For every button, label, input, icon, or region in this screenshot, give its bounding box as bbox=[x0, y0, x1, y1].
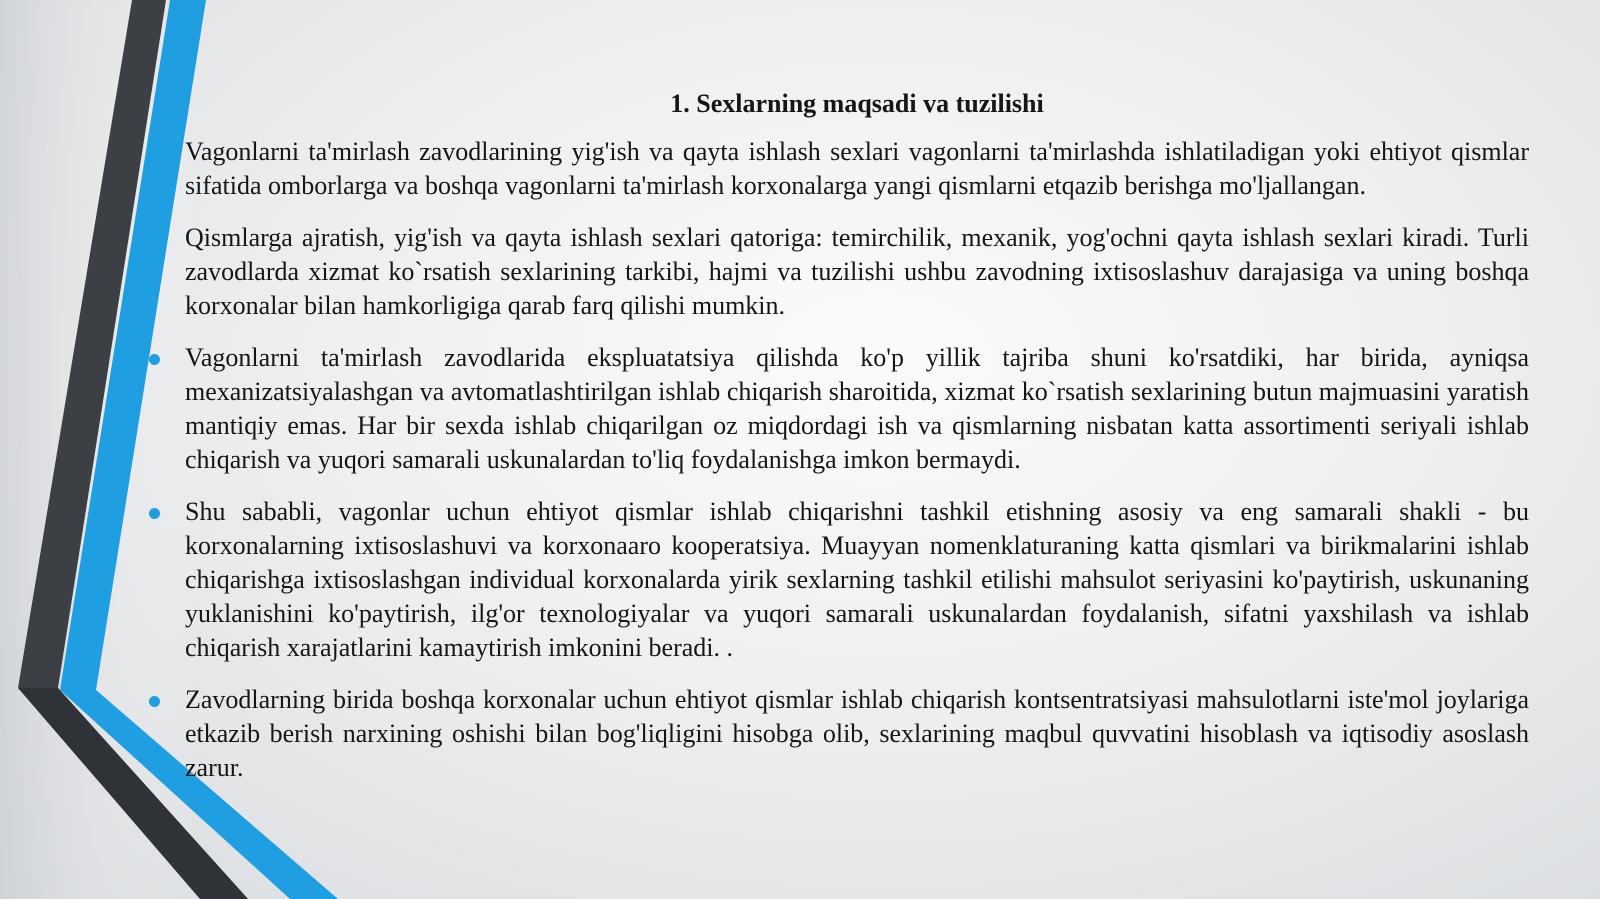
bullet-dot-icon bbox=[149, 354, 160, 365]
bullet-text-2: Qismlarga ajratish, yig'ish va qayta ishlash sexlari qatoriga: temirchilik, mexanik, yog'ochni qayta ishlash sexlari kiradi. Turli zavodlarda xizmat ko`rsatish sexlarining tarkibi, hajmi va tuzilishi ushbu zavodning ixtisoslashuv darajasiga va uning boshqa korxonalar bilan hamkorligiga qarab farq qilishi mumkin. bbox=[185, 223, 1529, 320]
slide-content bbox=[145, 88, 1529, 803]
bullet-item-1 bbox=[145, 135, 1529, 203]
bullet-item-2 bbox=[145, 221, 1529, 323]
bullet-item-5 bbox=[145, 683, 1529, 785]
bullet-item-3 bbox=[145, 341, 1529, 477]
bullet-list bbox=[145, 135, 1529, 785]
slide-title: 1. Sexlarning maqsadi va tuzilishi bbox=[670, 89, 1044, 118]
bullet-dot-icon bbox=[149, 696, 160, 707]
bullet-text-3: Vagonlarni ta'mirlash zavodlarida ekspluatatsiya qilishda ko'p yillik tajriba shuni ko'rsatdiki, har birida, ayniqsa mexanizatsiyalashgan va avtomatlashtirilgan ishlab chiqarish sharoitida, xizmat ko`rsatish sexlarining butun majmuasini yaratish mantiqiy emas. Har bir sexda ishlab chiqarilgan oz miqdordagi ish va qismlarning nisbatan katta assortimenti seriyali ishlab chiqarish va yuqori samarali uskunalardan to'liq foydalanishga imkon bermaydi. bbox=[185, 343, 1529, 474]
bullet-dot-icon bbox=[149, 234, 160, 245]
bullet-text-4: Shu sababli, vagonlar uchun ehtiyot qismlar ishlab chiqarishni tashkil etishning asosiy va eng samarali shakli - bu korxonalarning ixtisoslashuvi va korxonaaro kooperatsiya. Muayyan nomenklaturaning katta qismlari va birikmalarini ishlab chiqarishga ixtisoslashgan individual korxonalarda yirik sexlarning tashkil etilishi mahsulot seriyasini ko'paytirish, uskunaning yuklanishini ko'paytirish, ilg'or texnologiyalar va yuqori samarali uskunalardan foydalanish, sifatni yaxshilash va ishlab chiqarish xarajatlarini kamaytirish imkonini beradi. . bbox=[185, 497, 1529, 662]
bullet-text-1: Vagonlarni ta'mirlash zavodlarining yig'ish va qayta ishlash sexlari vagonlarni ta'mirlashda ishlatiladigan yoki ehtiyot qismlar sifatida omborlarga va boshqa vagonlarni ta'mirlash korxonalarga yangi qismlarni etqazib berishga mo'ljallangan. bbox=[185, 137, 1529, 200]
bullet-dot-icon bbox=[149, 148, 160, 159]
bullet-text-5: Zavodlarning birida boshqa korxonalar uchun ehtiyot qismlar ishlab chiqarish kontsentratsiyasi mahsulotlarni iste'mol joylariga etkazib berish narxining oshishi bilan bog'liqligini hisobga olib, sexlarining maqbul quvvatini hisoblash va iqtisodiy asoslash zarur. bbox=[185, 685, 1529, 782]
bullet-dot-icon bbox=[149, 508, 160, 519]
bullet-item-4 bbox=[145, 495, 1529, 665]
